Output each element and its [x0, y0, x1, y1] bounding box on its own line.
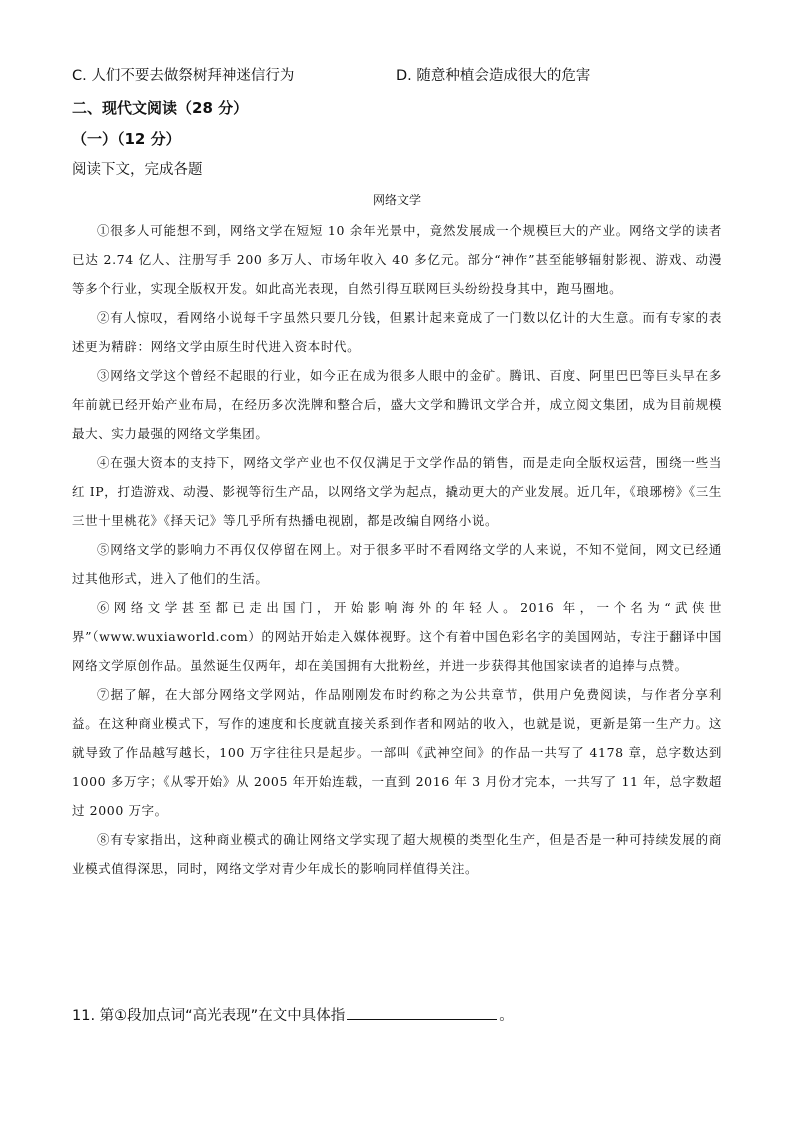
answer-options — [72, 64, 732, 88]
article-paragraph-1: ①很多人可能想不到，网络文学在短短 10 余年光景中，竟然发展成一个规模巨大的产业。网络文学的读者已达 2.74 亿人、注册写手 200 多万人、市场年收入 40 多亿元。部分“神作”甚至能够辐射影视、游戏、动漫等多个行业，实现全版权开发。如此高光表现，自然引得互联网巨头纷纷投身其中，跑马圈地。 — [72, 223, 722, 296]
option-d: D. 随意种植会造成很大的危害 — [396, 68, 591, 84]
article-paragraph-6: ⑥网络文学甚至都已走出国门，开始影响海外的年轻人。2016 年，一个名为“武侠世界”（www.wuxiaworld.com）的网站开始走入媒体视野。这个有着中国色彩名字的美国网站，专注于翻译中国网络文学原创作品。虽然诞生仅两年，却在美国拥有大批粉丝，并进一步获得其他国家读者的追捧与点赞。 — [72, 600, 722, 673]
question-text: 第①段加点词“高光表现”在文中具体指 — [99, 1008, 346, 1024]
question-end: 。 — [499, 1008, 514, 1024]
option-c: C. 人们不要去做祭树拜神迷信行为 — [72, 68, 295, 84]
article-paragraph-4: ④在强大资本的支持下，网络文学产业也不仅仅满足于文学作品的销售，而是走向全版权运营，围绕一些当红 IP，打造游戏、动漫、影视等衍生产品，以网络文学为起点，撬动更大的产业发展。近几年，《琅琊榜》《三生三世十里桃花》《择天记》等几乎所有热播电视剧，都是改编自网络小说。 — [72, 455, 722, 528]
article-paragraph-3: ③网络文学这个曾经不起眼的行业，如今正在成为很多人眼中的金矿。腾讯、百度、阿里巴巴等巨头早在多年前就已经开始产业布局，在经历多次洗牌和整合后，盛大文学和腾讯文学合并，成立阅文集团，成为目前规模最大、实力最强的网络文学集团。 — [72, 368, 722, 441]
article-body — [72, 216, 722, 883]
answer-blank[interactable] — [347, 1002, 497, 1020]
article-title: 网络文学 — [372, 193, 421, 207]
article-paragraph-8: ⑧有专家指出，这种商业模式的确让网络文学实现了超大规模的类型化生产，但是否是一种可持续发展的商业模式值得深思，同时，网络文学对青少年成长的影响同样值得关注。 — [72, 832, 722, 876]
article-paragraph-2: ②有人惊叹，看网络小说每千字虽然只要几分钱，但累计起来竟成了一门数以亿计的大生意。而有专家的表述更为精辟：网络文学由原生时代进入资本时代。 — [72, 310, 722, 354]
sub-section-heading: （一）（12 分） — [72, 130, 181, 148]
question-11 — [72, 1002, 514, 1028]
reading-instruction: 阅读下文，完成各题 — [72, 162, 203, 178]
question-number: 11. — [72, 1008, 96, 1024]
article-paragraph-7: ⑦据了解，在大部分网络文学网站，作品刚刚发布时约称之为公共章节，供用户免费阅读，与作者分享利益。在这种商业模式下，写作的速度和长度就直接关系到作者和网站的收入，也就是说，更新是第一生产力。这就导致了作品越写越长，100 万字往往只是起步。一部叫《武神空间》的作品一共写了 4178 章，总字数达到 1000 多万字；《从零开始》从 2005 年开始连载，一直到 2016 年 3 月份才完本，一共写了 11 年，总字数超过 2000 万字。 — [72, 687, 722, 818]
article-paragraph-5: ⑤网络文学的影响力不再仅仅停留在网上。对于很多平时不看网络文学的人来说，不知不觉间，网文已经通过其他形式，进入了他们的生活。 — [72, 542, 722, 586]
section-heading: 二、现代文阅读（28 分） — [72, 99, 249, 117]
